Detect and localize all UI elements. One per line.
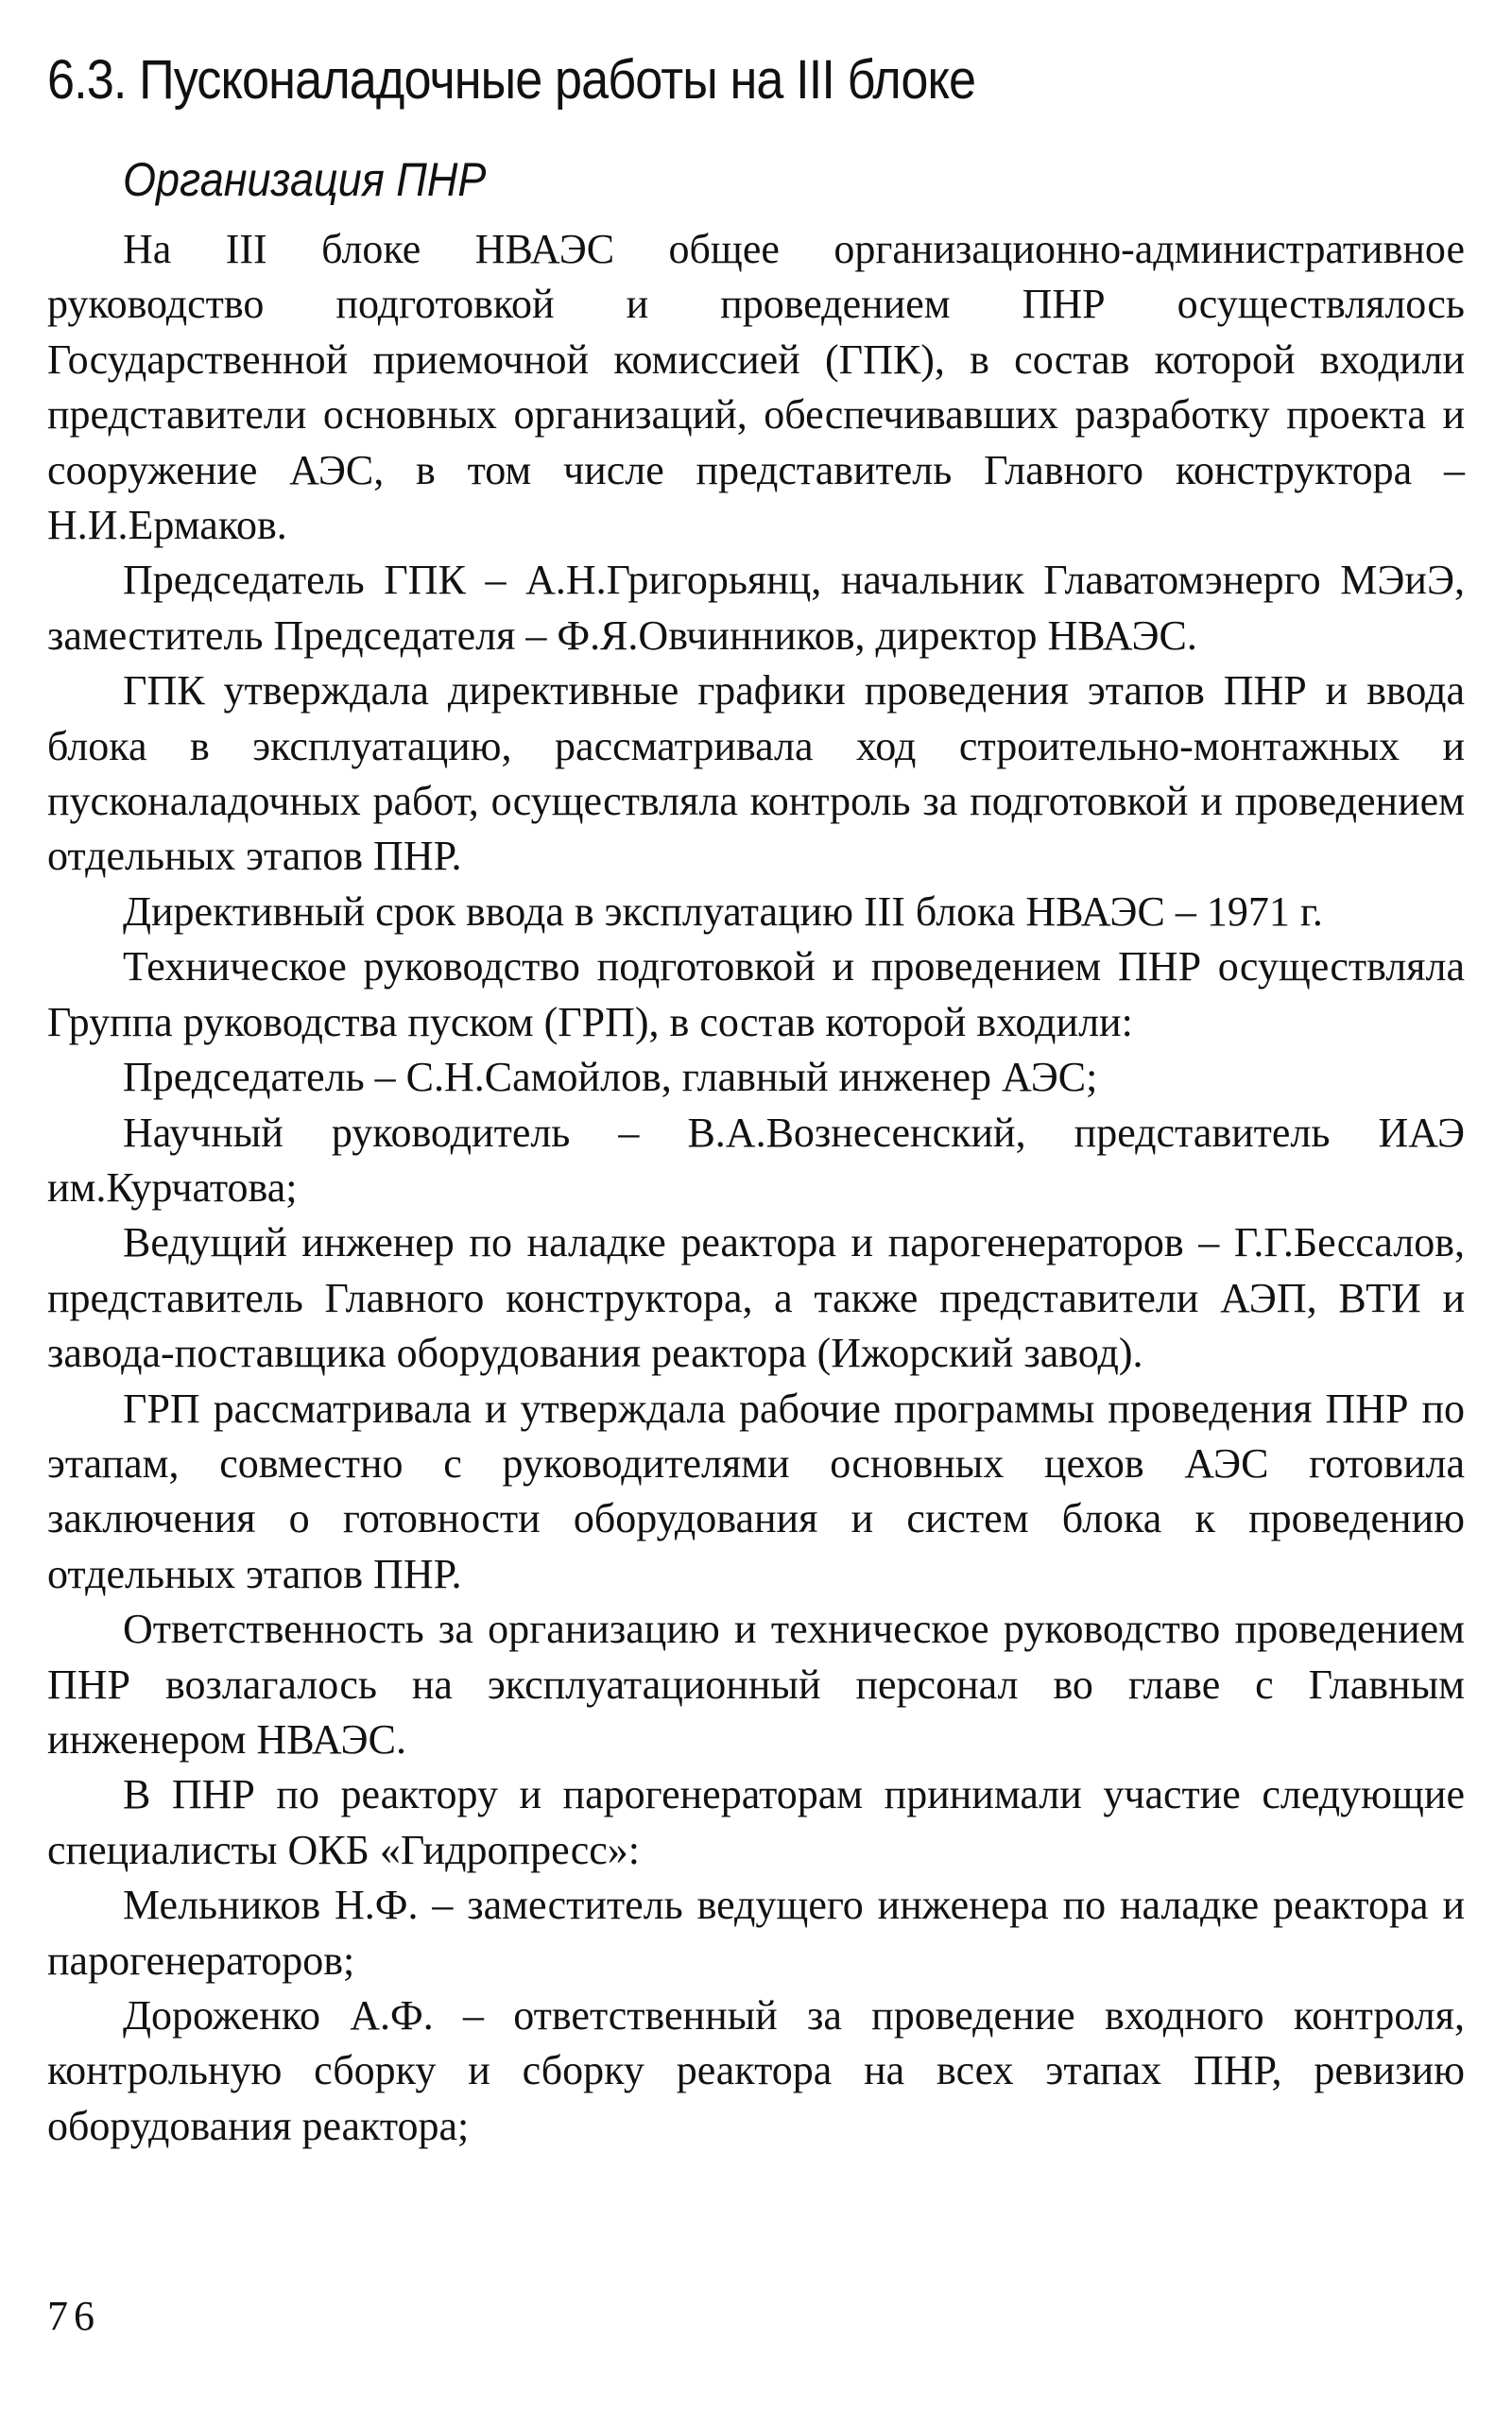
- paragraph: Ответственность за организацию и техническое руководство проведением ПНР возлагалось на эксплуатационный персонал во главе с Главным инженером НВАЭС.: [47, 1606, 1465, 1763]
- paragraph: Мельников Н.Ф. – заместитель ведущего инженера по наладке реактора и парогенераторов;: [47, 1882, 1465, 1984]
- paragraph: Дороженко А.Ф. – ответственный за проведение входного контроля, контрольную сборку и сборку реактора на всех этапах ПНР, ревизию оборудования реактора;: [47, 1992, 1465, 2149]
- paragraph: Научный руководитель – В.А.Вознесенский, представитель ИАЭ им.Курчатова;: [47, 1109, 1465, 1211]
- paragraph: Председатель ГПК – А.Н.Григорьянц, начальник Главатомэнерго МЭиЭ, заместитель Председателя – Ф.Я.Овчинников, директор НВАЭС.: [47, 557, 1465, 659]
- paragraph: В ПНР по реактору и парогенераторам принимали участие следующие специалисты ОКБ «Гидропресс»:: [47, 1771, 1465, 1873]
- book-page: [47, 24, 1465, 2386]
- paragraph: На III блоке НВАЭС общее организационно-административное руководство подготовкой и проведением ПНР осуществлялось Государственной приемочной комиссией (ГПК), в состав которой входили представители основных организаций, обеспечивавших разработку проекта и сооружение АЭС, в том числе представитель Главного конструктора – Н.И.Ермаков.: [47, 226, 1465, 549]
- paragraph: ГПК утверждала директивные графики проведения этапов ПНР и ввода блока в эксплуатацию, рассматривала ход строительно-монтажных и пусконаладочных работ, осуществляла контроль за подготовкой и проведением отдельных этапов ПНР.: [47, 667, 1465, 880]
- paragraph: Техническое руководство подготовкой и проведением ПНР осуществляла Группа руководства пуском (ГРП), в состав которой входили:: [47, 943, 1465, 1045]
- section-title: 6.3. Пусконаладочные работы на III блоке: [47, 49, 976, 111]
- paragraph: ГРП рассматривала и утверждала рабочие программы проведения ПНР по этапам, совместно с руководителями основных цехов АЭС готовила заключения о готовности оборудования и систем блока к проведению отдельных этапов ПНР.: [47, 1385, 1465, 1597]
- subsection-title: Организация ПНР: [123, 153, 487, 206]
- paragraph: Председатель – С.Н.Самойлов, главный инженер АЭС;: [123, 1054, 1098, 1101]
- body-text: [47, 222, 1465, 2154]
- paragraph: Директивный срок ввода в эксплуатацию III блока НВАЭС – 1971 г.: [123, 887, 1323, 935]
- paragraph: Ведущий инженер по наладке реактора и парогенераторов – Г.Г.Бессалов, представитель Главного конструктора, а также представители АЭП, ВТИ и завода-поставщика оборудования реактора (Ижорский завод).: [47, 1219, 1465, 1377]
- page-number: 76: [47, 2293, 100, 2339]
